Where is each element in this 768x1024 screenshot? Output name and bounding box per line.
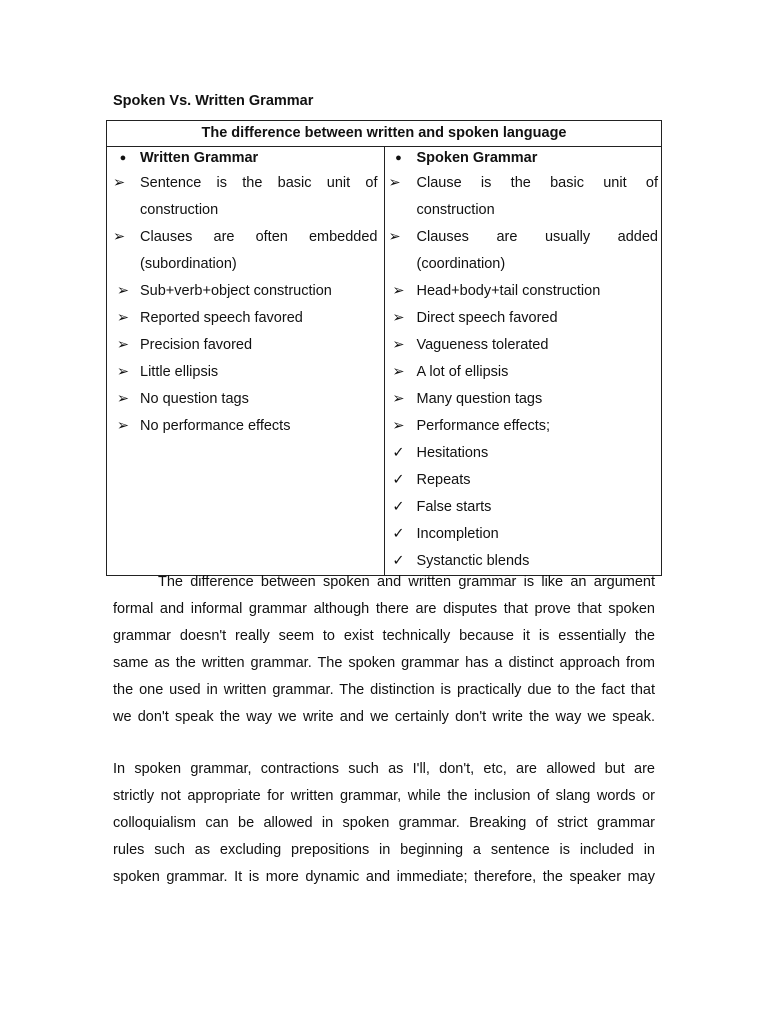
- paragraph-line: grammar doesn't really seem to exist technically because it is essentially the: [113, 628, 655, 644]
- list-item-continuation: [107, 251, 384, 278]
- check-list-item: [385, 521, 662, 548]
- list-item-text: Head+body+tail construction: [416, 283, 601, 299]
- list-item-continuation: [385, 197, 662, 224]
- list-item-text: Precision favored: [140, 337, 253, 353]
- spoken-grammar-column: [384, 147, 662, 576]
- check-list-item: [385, 467, 662, 494]
- list-item: [107, 305, 384, 332]
- body-paragraph-2: [113, 756, 655, 891]
- arrow-bullet-icon: ➢: [116, 391, 130, 407]
- arrow-bullet-icon: ➢: [388, 175, 401, 191]
- list-item-text: False starts: [416, 499, 492, 515]
- arrow-bullet-icon: ➢: [116, 418, 130, 434]
- arrow-bullet-icon: ➢: [392, 391, 405, 407]
- arrow-bullet-icon: ➢: [392, 418, 405, 434]
- arrow-bullet-icon: ➢: [113, 229, 126, 245]
- arrow-bullet-icon: ➢: [116, 283, 130, 299]
- bullet-icon: ●: [395, 152, 402, 164]
- paragraph-line: the one used in written grammar. The distinction is practically due to the fact that: [113, 682, 655, 698]
- list-item-text: No question tags: [140, 391, 249, 407]
- list-item-text: Hesitations: [416, 445, 489, 461]
- list-item-text: A lot of ellipsis: [416, 364, 509, 380]
- paragraph-line: we don't speak the way we write and we certainly don't write the way we speak.: [113, 709, 655, 725]
- list-item-text: Performance effects;: [416, 418, 551, 434]
- bullet-icon: ●: [119, 152, 127, 164]
- list-item-text: Clauses are usually added: [416, 229, 658, 245]
- list-item-text: No performance effects: [140, 418, 291, 434]
- arrow-bullet-icon: ➢: [392, 337, 405, 353]
- heading-label: Written Grammar: [140, 150, 259, 166]
- list-item-text: Incompletion: [416, 526, 499, 542]
- list-item-text: construction: [416, 202, 495, 218]
- check-list-item: [385, 494, 662, 521]
- written-grammar-column: [107, 147, 385, 576]
- list-item-continuation: [385, 251, 662, 278]
- list-item: [385, 170, 662, 197]
- body-paragraph-1: [113, 569, 655, 731]
- list-item-text: Little ellipsis: [140, 364, 219, 380]
- written-grammar-heading: [107, 147, 384, 170]
- list-item: [385, 332, 662, 359]
- list-item: [107, 224, 384, 251]
- check-icon: ✓: [392, 499, 405, 515]
- paragraph-line: The difference between spoken and written grammar is like an argument: [158, 574, 655, 590]
- paragraph-line: strictly not appropriate for written grammar, while the inclusion of slang words or: [113, 788, 655, 804]
- check-icon: ✓: [392, 553, 405, 569]
- paragraph-line: In spoken grammar, contractions such as I'll, don't, etc, are allowed but are: [113, 761, 655, 777]
- list-item: [385, 278, 662, 305]
- arrow-bullet-icon: ➢: [116, 364, 130, 380]
- list-item-text: Sub+verb+object construction: [140, 283, 332, 299]
- heading-label: Spoken Grammar: [416, 150, 538, 166]
- check-icon: ✓: [392, 472, 405, 488]
- list-item-text: Systanctic blends: [416, 553, 530, 569]
- list-item-text: construction: [140, 202, 219, 218]
- list-item-continuation: [107, 197, 384, 224]
- list-item-text: (coordination): [416, 256, 506, 272]
- list-item: [107, 413, 384, 440]
- arrow-bullet-icon: ➢: [116, 310, 130, 326]
- list-item-text: Sentence is the basic unit of: [140, 175, 378, 191]
- check-icon: ✓: [392, 445, 405, 461]
- list-item-text: Clause is the basic unit of: [416, 175, 658, 191]
- list-item: [107, 359, 384, 386]
- paragraph-line: spoken grammar. It is more dynamic and immediate; therefore, the speaker may: [113, 869, 655, 885]
- list-item-text: Direct speech favored: [416, 310, 558, 326]
- list-item-text: Reported speech favored: [140, 310, 303, 326]
- paragraph-line: rules such as excluding prepositions in beginning a sentence is included in: [113, 842, 655, 858]
- arrow-bullet-icon: ➢: [392, 283, 405, 299]
- list-item: [107, 386, 384, 413]
- list-item-text: (subordination): [140, 256, 237, 272]
- list-item: [385, 305, 662, 332]
- arrow-bullet-icon: ➢: [388, 229, 401, 245]
- check-list-item: [385, 440, 662, 467]
- list-item-text: Clauses are often embedded: [140, 229, 378, 245]
- list-item: [385, 359, 662, 386]
- list-item: [385, 224, 662, 251]
- list-item: [107, 332, 384, 359]
- table-caption: The difference between written and spoken language: [107, 121, 662, 147]
- spoken-grammar-heading: [385, 147, 662, 170]
- list-item-text: Vagueness tolerated: [416, 337, 549, 353]
- list-item-text: Repeats: [416, 472, 471, 488]
- list-item-text: Many question tags: [416, 391, 543, 407]
- comparison-table: [106, 120, 662, 576]
- list-item: [107, 278, 384, 305]
- list-item: [385, 413, 662, 440]
- check-icon: ✓: [392, 526, 405, 542]
- arrow-bullet-icon: ➢: [116, 337, 130, 353]
- arrow-bullet-icon: ➢: [392, 364, 405, 380]
- arrow-bullet-icon: ➢: [113, 175, 126, 191]
- paragraph-line: colloquialism can be allowed in spoken grammar. Breaking of strict grammar: [113, 815, 655, 831]
- arrow-bullet-icon: ➢: [392, 310, 405, 326]
- paragraph-line: same as the written grammar. The spoken grammar has a distinct approach from: [113, 655, 655, 671]
- list-item: [385, 386, 662, 413]
- list-item: [107, 170, 384, 197]
- document-title: Spoken Vs. Written Grammar: [113, 93, 314, 109]
- paragraph-line: formal and informal grammar although there are disputes that prove that spoken: [113, 601, 655, 617]
